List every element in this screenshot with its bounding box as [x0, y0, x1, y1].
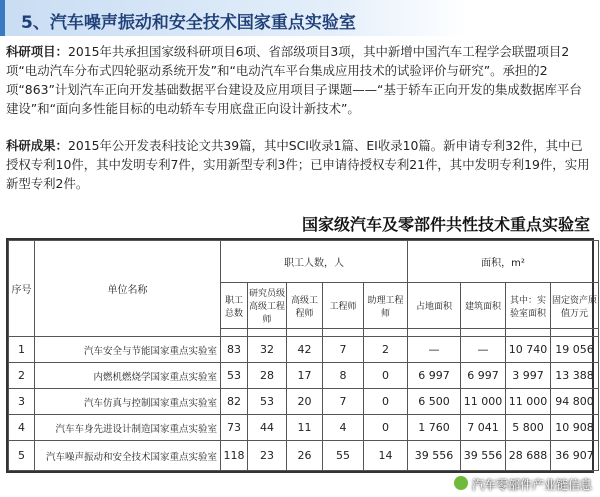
header-staff-high: 高级工程师	[287, 283, 323, 329]
cell-high: 26	[287, 441, 323, 471]
cell-build: 11 000	[461, 389, 506, 415]
header-assets: 固定资产原值万元	[551, 283, 599, 329]
cell-seq: 4	[9, 415, 35, 441]
cell-build: 7 041	[461, 415, 506, 441]
header-staff-group: 职工人数，人	[221, 241, 408, 283]
cell-senior: 44	[248, 415, 287, 441]
header-area-lab: 其中：实验室面积	[506, 283, 551, 329]
table-row	[9, 441, 599, 471]
research-projects-text: 2015年共承担国家级科研项目6项、省部级项目3项，其中新增中国汽车工程学会联盟项目2项“电动汽车分布式四轮驱动系统开发”和“电动汽车平台集成应用技术的试验评价与研究”。承担的2项“863”计划汽车正向开发基础数据平台建设及应用项目子课题——“基于轿车正向开发的集成数据库平台建设”和“面向多性能目标的电动轿车专用底盘正向设计新技术”。	[6, 44, 582, 116]
header-seq: 序号	[9, 241, 35, 337]
table-row	[9, 363, 599, 389]
cell-assets: 19 056	[551, 337, 599, 363]
cell-high: 11	[287, 415, 323, 441]
header-unit: 单位名称	[35, 241, 221, 337]
lab-table	[8, 240, 599, 471]
cell-assets: 10 908	[551, 415, 599, 441]
cell-asst: 0	[364, 415, 408, 441]
cell-unit: 内燃机燃烧学国家重点实验室	[35, 363, 221, 389]
table-row	[9, 337, 599, 363]
research-results-label: 科研成果：	[6, 138, 68, 153]
cell-seq: 3	[9, 389, 35, 415]
cell-land: 39 556	[408, 441, 461, 471]
cell-high: 17	[287, 363, 323, 389]
wechat-icon	[453, 475, 469, 491]
section-title: 5、汽车噪声振动和安全技术国家重点实验室	[21, 13, 356, 33]
table-title: 国家级汽车及零部件共性技术重点实验室	[301, 215, 590, 234]
cell-total: 53	[221, 363, 248, 389]
header-area-land: 占地面积	[408, 283, 461, 329]
cell-assets: 94 800	[551, 389, 599, 415]
cell-senior: 28	[248, 363, 287, 389]
cell-lab: 28 688	[506, 441, 551, 471]
cell-build: 39 556	[461, 441, 506, 471]
header-staff-total: 职工总数	[221, 283, 248, 329]
cell-build: 6 997	[461, 363, 506, 389]
cell-asst: 0	[364, 389, 408, 415]
cell-eng: 7	[323, 337, 364, 363]
cell-land: 1 760	[408, 415, 461, 441]
cell-seq: 1	[9, 337, 35, 363]
cell-eng: 55	[323, 441, 364, 471]
section-banner	[0, 0, 468, 36]
research-results-paragraph	[6, 136, 594, 193]
cell-senior: 53	[248, 389, 287, 415]
cell-eng: 4	[323, 415, 364, 441]
header-staff-eng: 工程师	[323, 283, 364, 329]
cell-high: 42	[287, 337, 323, 363]
cell-unit: 汽车噪声振动和安全技术国家重点实验室	[35, 441, 221, 471]
cell-build: —	[461, 337, 506, 363]
table-row	[9, 389, 599, 415]
cell-lab: 5 800	[506, 415, 551, 441]
cell-unit: 汽车安全与节能国家重点实验室	[35, 337, 221, 363]
cell-lab: 3 997	[506, 363, 551, 389]
cell-total: 73	[221, 415, 248, 441]
research-projects-label: 科研项目：	[6, 44, 68, 59]
cell-asst: 0	[364, 363, 408, 389]
cell-land: 6 997	[408, 363, 461, 389]
header-staff-senior: 研究员级高级工程师	[248, 283, 287, 329]
table-row	[9, 415, 599, 441]
cell-eng: 8	[323, 363, 364, 389]
cell-seq: 2	[9, 363, 35, 389]
cell-total: 118	[221, 441, 248, 471]
cell-asst: 2	[364, 337, 408, 363]
cell-asst: 14	[364, 441, 408, 471]
header-row-1	[9, 241, 599, 283]
cell-assets: 36 907	[551, 441, 599, 471]
cell-unit: 汽车车身先进设计制造国家重点实验室	[35, 415, 221, 441]
cell-high: 20	[287, 389, 323, 415]
cell-land: —	[408, 337, 461, 363]
header-area-build: 建筑面积	[461, 283, 506, 329]
header-staff-asst: 助理工程师	[364, 283, 408, 329]
cell-eng: 7	[323, 389, 364, 415]
cell-senior: 23	[248, 441, 287, 471]
research-results-text: 2015年公开发表科技论文共39篇，其中SCI收录1篇、EI收录10篇。新申请专利32件，其中已授权专利10件，其中发明专利7件，实用新型专利3件；已申请待授权专利21件，其中发明专利19件，实用新型专利2件。	[6, 138, 590, 191]
cell-total: 82	[221, 389, 248, 415]
watermark	[453, 475, 592, 493]
cell-total: 83	[221, 337, 248, 363]
cell-senior: 32	[248, 337, 287, 363]
cell-lab: 11 000	[506, 389, 551, 415]
cell-assets: 13 388	[551, 363, 599, 389]
cell-seq: 5	[9, 441, 35, 471]
cell-unit: 汽车仿真与控制国家重点实验室	[35, 389, 221, 415]
cell-lab: 10 740	[506, 337, 551, 363]
cell-land: 6 500	[408, 389, 461, 415]
watermark-text: 汽车零部件产业链信息	[471, 478, 592, 492]
header-area-group: 面积，m²	[408, 241, 599, 283]
lab-table-container	[6, 238, 598, 473]
research-projects-paragraph	[6, 42, 594, 118]
